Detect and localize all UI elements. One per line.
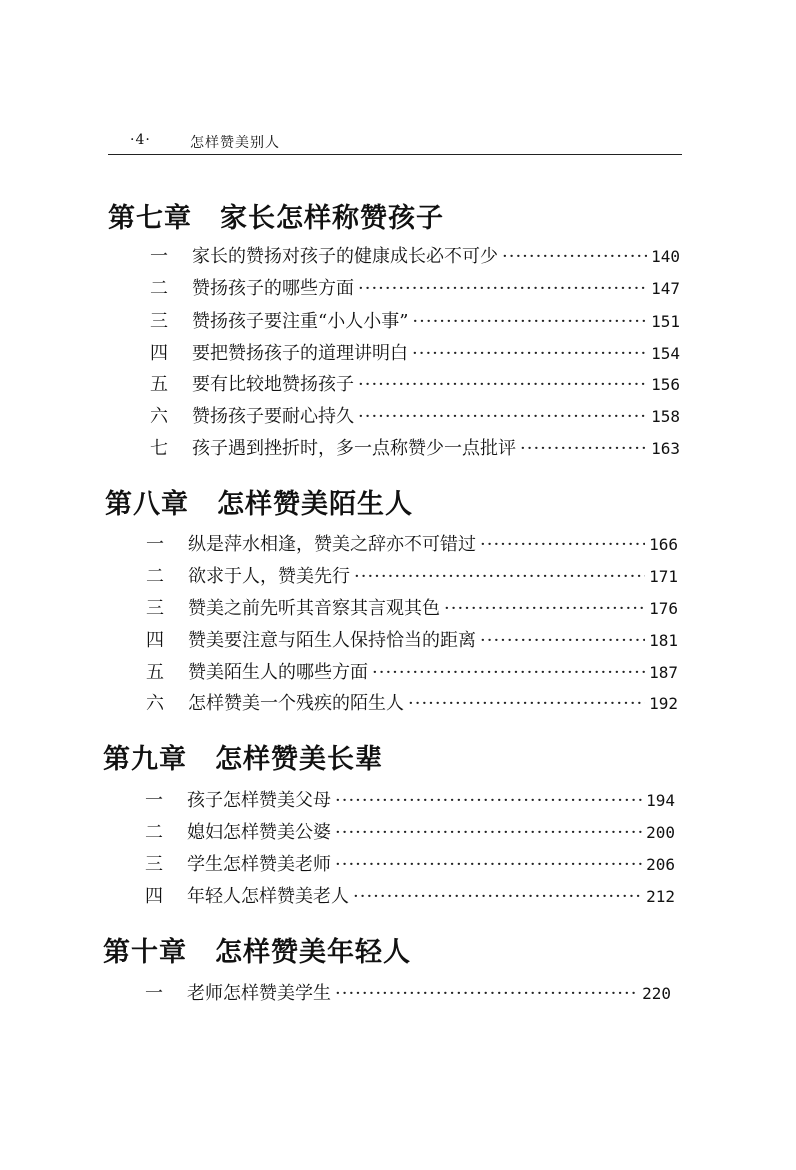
- entry-page: 147: [651, 279, 680, 298]
- entry-title: 要有比较地赞扬孩子: [192, 374, 354, 395]
- dot-leader: [353, 886, 642, 907]
- toc-entry: [145, 818, 675, 844]
- entry-number: 四: [150, 343, 168, 364]
- entry-page: 140: [651, 247, 680, 266]
- toc-entry: [146, 658, 678, 684]
- chapter-title: 家长怎样称赞孩子: [220, 203, 444, 234]
- toc-entry: [150, 339, 680, 365]
- entry-number: 五: [150, 374, 168, 395]
- entry-number: 五: [146, 662, 164, 683]
- toc-entry: [150, 370, 680, 396]
- entry-number: 六: [150, 406, 168, 427]
- chapter-title: 怎样赞美陌生人: [217, 489, 413, 520]
- entry-number: 一: [145, 790, 163, 811]
- entry-page: 163: [651, 439, 680, 458]
- chapter-label: 第七章: [108, 203, 192, 234]
- entry-title: 家长的赞扬对孩子的健康成长必不可少: [192, 246, 498, 267]
- entry-number: 二: [145, 822, 163, 843]
- entry-page: 154: [651, 344, 680, 363]
- toc-entry: [146, 594, 678, 620]
- entry-title: 孩子遇到挫折时，多一点称赞少一点批评: [192, 438, 516, 459]
- toc-entry: [146, 626, 678, 652]
- dot-leader: [408, 693, 645, 714]
- entry-title: 赞美陌生人的哪些方面: [188, 662, 368, 683]
- entry-page: 206: [646, 855, 675, 874]
- toc-entry: [150, 434, 680, 460]
- dot-leader: [444, 598, 645, 619]
- toc-entry: [150, 307, 680, 333]
- entry-title: 赞扬孩子要耐心持久: [192, 406, 354, 427]
- entry-number: 二: [146, 566, 164, 587]
- dot-leader: [335, 854, 642, 875]
- running-header: [108, 132, 682, 154]
- chapter-title: 怎样赞美长辈: [215, 744, 383, 775]
- entry-title: 媳妇怎样赞美公婆: [187, 822, 331, 843]
- entry-page: 166: [649, 535, 678, 554]
- toc-entry: [146, 530, 678, 556]
- entry-page: 194: [646, 791, 675, 810]
- entry-page: 220: [642, 984, 671, 1003]
- entry-title: 年轻人怎样赞美老人: [187, 886, 349, 907]
- entry-title: 赞扬孩子要注重“小人小事”: [192, 311, 409, 332]
- dot-leader: [502, 246, 647, 267]
- dot-leader: [358, 374, 647, 395]
- entry-title: 孩子怎样赞美父母: [187, 790, 331, 811]
- entry-page: 158: [651, 407, 680, 426]
- entry-page: 156: [651, 375, 680, 394]
- chapter-heading-7: [108, 196, 444, 235]
- entry-number: 四: [145, 886, 163, 907]
- running-title: 怎样赞美别人: [190, 135, 280, 151]
- toc-entry: [146, 562, 678, 588]
- toc-entry: [145, 850, 675, 876]
- chapter-heading-10: [103, 930, 411, 969]
- entry-page: 212: [646, 887, 675, 906]
- dot-leader: [520, 438, 647, 459]
- entry-title: 怎样赞美一个残疾的陌生人: [188, 693, 404, 714]
- entry-title: 学生怎样赞美老师: [187, 854, 331, 875]
- entry-title: 要把赞扬孩子的道理讲明白: [192, 343, 408, 364]
- dot-leader: [335, 790, 642, 811]
- entry-title: 赞美要注意与陌生人保持恰当的距离: [188, 630, 476, 651]
- dot-leader: [358, 406, 647, 427]
- page-number: ·4·: [130, 132, 151, 148]
- toc-entry: [150, 242, 680, 268]
- entry-page: 171: [649, 567, 678, 586]
- chapter-heading-8: [105, 482, 413, 521]
- entry-title: 老师怎样赞美学生: [187, 983, 331, 1004]
- entry-number: 三: [150, 311, 168, 332]
- header-rule: [108, 154, 682, 155]
- chapter-label: 第十章: [103, 937, 187, 968]
- toc-entry: [145, 882, 675, 908]
- dot-leader: [358, 278, 647, 299]
- chapter-label: 第八章: [105, 489, 189, 520]
- entry-page: 181: [649, 631, 678, 650]
- entry-number: 四: [146, 630, 164, 651]
- entry-title: 欲求于人，赞美先行: [188, 566, 350, 587]
- toc-entry: [150, 402, 680, 428]
- entry-title: 赞扬孩子的哪些方面: [192, 278, 354, 299]
- chapter-label: 第九章: [103, 744, 187, 775]
- dot-leader: [412, 311, 647, 332]
- entry-number: 三: [145, 854, 163, 875]
- entry-page: 192: [649, 694, 678, 713]
- dot-leader: [372, 662, 645, 683]
- entry-number: 二: [150, 278, 168, 299]
- dot-leader: [480, 630, 645, 651]
- entry-page: 176: [649, 599, 678, 618]
- dot-leader: [412, 343, 647, 364]
- dot-leader: [335, 822, 642, 843]
- toc-entry: [146, 689, 678, 715]
- entry-page: 187: [649, 663, 678, 682]
- entry-title: 纵是萍水相逢，赞美之辞亦不可错过: [188, 534, 476, 555]
- entry-number: 一: [146, 534, 164, 555]
- entry-number: 三: [146, 598, 164, 619]
- toc-entry: [150, 274, 680, 300]
- entry-page: 151: [651, 312, 680, 331]
- chapter-heading-9: [103, 737, 383, 776]
- dot-leader: [335, 983, 638, 1004]
- toc-entry: [145, 786, 675, 812]
- entry-title: 赞美之前先听其音察其言观其色: [188, 598, 440, 619]
- entry-number: 一: [150, 246, 168, 267]
- entry-number: 六: [146, 693, 164, 714]
- entry-page: 200: [646, 823, 675, 842]
- entry-number: 七: [150, 438, 168, 459]
- dot-leader: [480, 534, 645, 555]
- entry-number: 一: [145, 983, 163, 1004]
- dot-leader: [354, 566, 645, 587]
- toc-entry: [145, 979, 671, 1005]
- chapter-title: 怎样赞美年轻人: [215, 937, 411, 968]
